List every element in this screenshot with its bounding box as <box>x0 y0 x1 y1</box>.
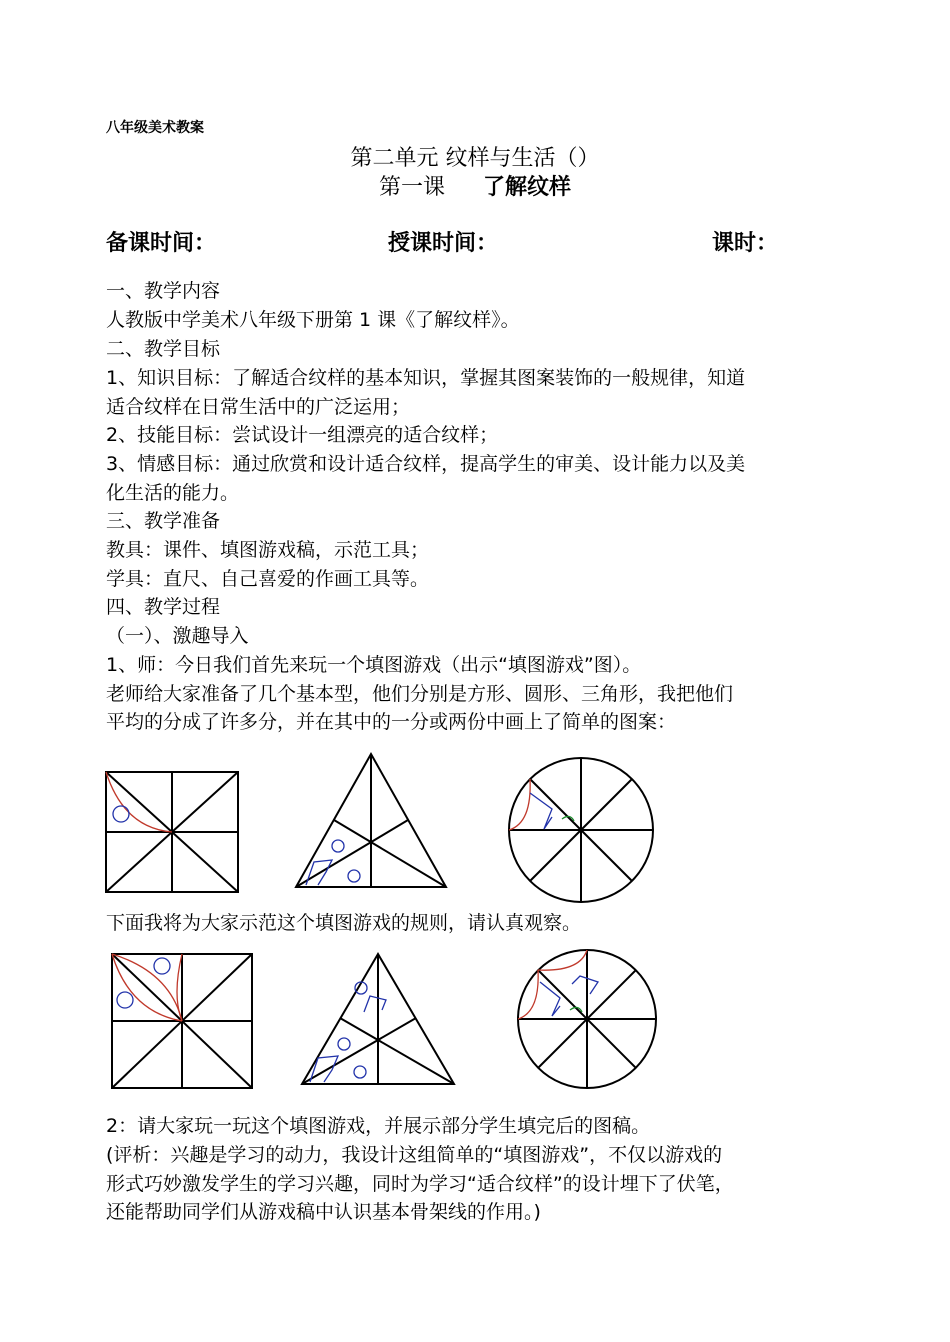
lesson-prefix: 第一课 <box>378 175 445 200</box>
intro-line1: 老师给大家准备了几个基本型，他们分别是方形、圆形、三角形，我把他们 <box>106 683 734 705</box>
goal1-line2: 适合纹样在日常生活中的广泛运用； <box>106 396 411 418</box>
goal2: 2、技能目标：尝试设计一组漂亮的适合纹样； <box>106 424 499 446</box>
comment-line3: 还能帮助同学们从游戏稿中认识基本骨架线的作用。) <box>106 1201 541 1223</box>
goal3-line2: 化生活的能力。 <box>106 482 240 504</box>
section1-text: 人教版中学美术八年级下册第 1 课《了解纹样》。 <box>106 309 520 331</box>
unit-title: 第二单元 纹样与生活（） <box>350 146 600 171</box>
teacher-tools: 教具：课件、填图游戏稿，示范工具； <box>106 539 430 561</box>
step2: 2：请大家玩一玩这个填图游戏，并展示部分学生填完后的图稿。 <box>106 1115 651 1137</box>
intro-line2: 平均的分成了许多分，并在其中的一分或两份中画上了简单的图案： <box>106 711 677 733</box>
goal3-line1: 3、情感目标：通过欣赏和设计适合纹样，提高学生的审美、设计能力以及美 <box>106 453 746 475</box>
section3-heading: 三、教学准备 <box>106 510 221 532</box>
teach-time-label: 授课时间： <box>388 231 499 256</box>
header-note: 八年级美术教案 <box>106 120 204 136</box>
section4-heading: 四、教学过程 <box>106 596 221 618</box>
section1-heading: 一、教学内容 <box>106 280 221 302</box>
prep-time-label: 备课时间： <box>106 231 217 256</box>
step1: 1、师：今日我们首先来玩一个填图游戏（出示“填图游戏”图）。 <box>106 654 642 676</box>
periods-label: 课时： <box>712 231 779 256</box>
circle-demo-figure <box>514 948 660 1088</box>
demo-line: 下面我将为大家示范这个填图游戏的规则，请认真观察。 <box>106 912 582 934</box>
goal1-line1: 1、知识目标：了解适合纹样的基本知识，掌握其图案装饰的一般规律，知道 <box>106 367 746 389</box>
student-tools: 学具：直尺、自己喜爱的作画工具等。 <box>106 568 430 590</box>
square-demo-figure <box>110 952 254 1090</box>
triangle-template-figure <box>294 752 448 890</box>
comment-line2: 形式巧妙激发学生的学习兴趣，同时为学习“适合纹样”的设计埋下了伏笔， <box>106 1173 734 1195</box>
triangle-demo-figure <box>300 952 456 1086</box>
section2-heading: 二、教学目标 <box>106 338 221 360</box>
lesson-title <box>0 170 950 201</box>
lesson-name: 了解纹样 <box>483 175 572 200</box>
comment-line1: (评析：兴趣是学习的动力，我设计这组简单的“填图游戏”，不仅以游戏的 <box>106 1144 723 1166</box>
sub-heading-intro: （一）、激趣导入 <box>106 625 249 647</box>
square-template-figure <box>104 770 240 894</box>
circle-template-figure <box>504 757 656 903</box>
